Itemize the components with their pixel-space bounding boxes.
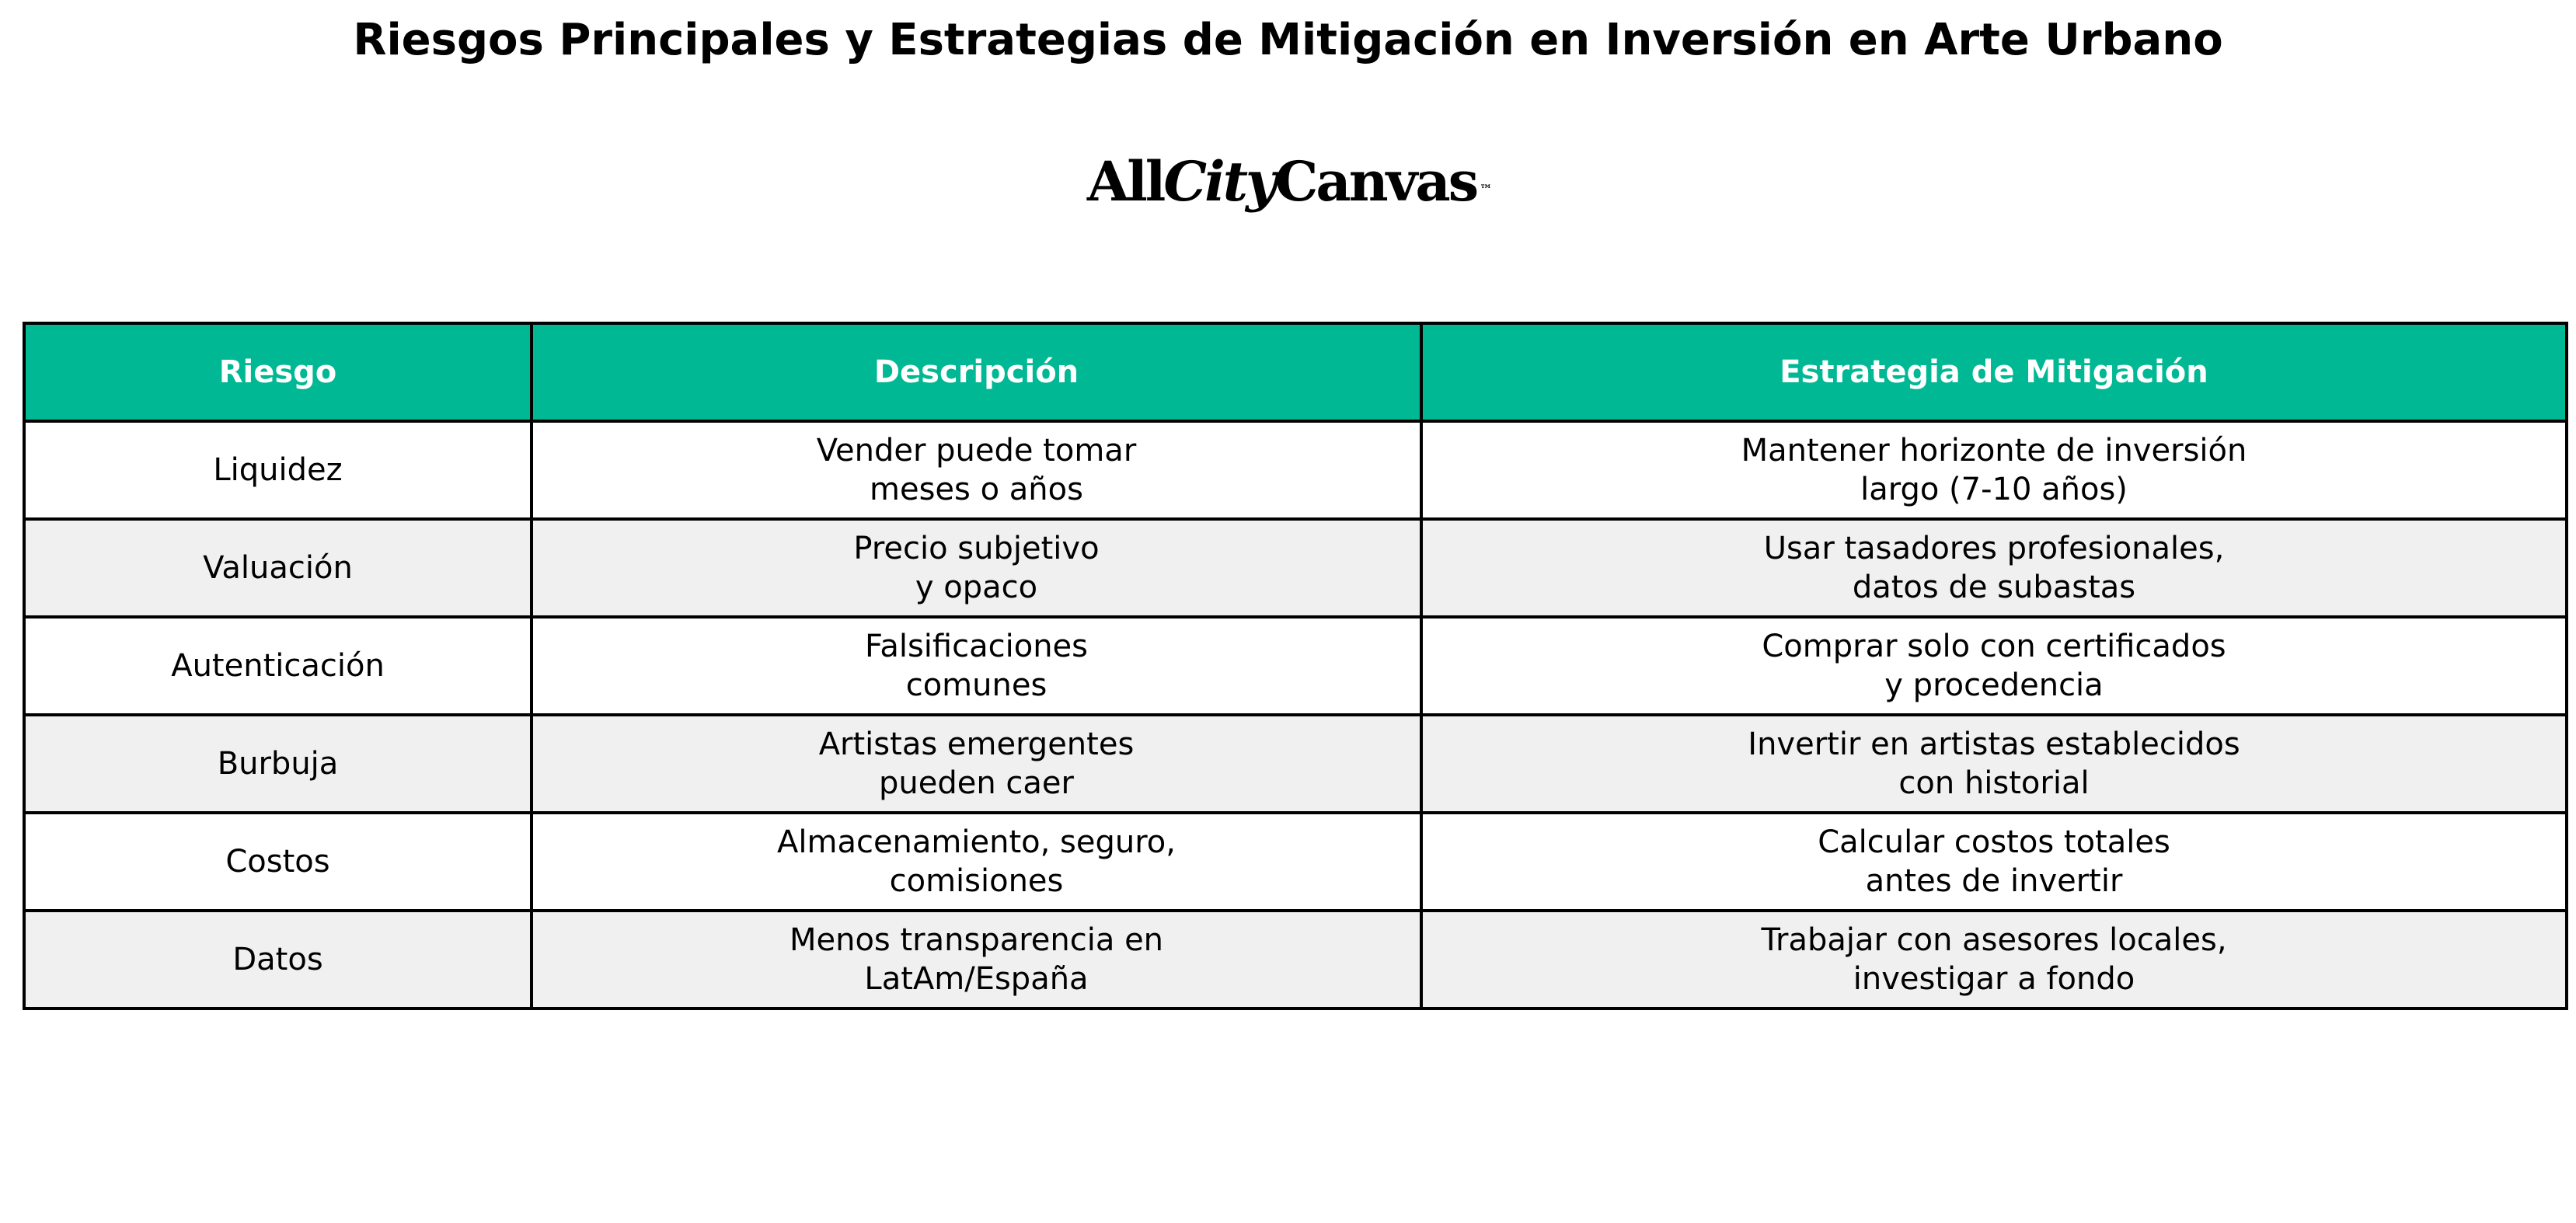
risk-table xyxy=(23,322,2568,1010)
page-title: Riesgos Principales y Estrategias de Mitigación en Inversión en Arte Urbano xyxy=(353,15,2223,65)
cell-line: Usar tasadores profesionales, xyxy=(1763,531,2225,566)
cell-line: investigar a fondo xyxy=(1853,961,2135,997)
table-row xyxy=(24,421,2567,519)
cell-riesgo: Valuación xyxy=(24,519,532,617)
cell-riesgo: Costos xyxy=(24,813,532,911)
cell-line: Invertir en artistas establecidos xyxy=(1748,726,2240,762)
table-row xyxy=(24,911,2567,1009)
column-header-descripcion: Descripción xyxy=(532,323,1421,421)
cell-line: LatAm/España xyxy=(864,961,1089,997)
cell-line: Artistas emergentes xyxy=(818,726,1135,762)
logo-text-city: City xyxy=(1163,149,1275,214)
cell-line: con historial xyxy=(1898,765,2090,801)
table-row xyxy=(24,715,2567,813)
table-header xyxy=(24,323,2567,421)
cell-line: pueden caer xyxy=(879,765,1074,801)
cell-line: Comprar solo con certificados xyxy=(1762,629,2226,664)
cell-line: antes de invertir xyxy=(1865,863,2123,899)
cell-line: largo (7-10 años) xyxy=(1860,472,2128,507)
cell-line: Precio subjetivo xyxy=(853,531,1100,566)
logo-text-all: All xyxy=(1086,149,1164,214)
cell-line: Falsificaciones xyxy=(865,629,1088,664)
cell-descripcion xyxy=(532,519,1421,617)
cell-estrategia xyxy=(1421,715,2567,813)
cell-line: y procedencia xyxy=(1884,667,2104,703)
table-row xyxy=(24,617,2567,715)
cell-line: comunes xyxy=(905,667,1047,703)
column-header-estrategia: Estrategia de Mitigación xyxy=(1421,323,2567,421)
cell-estrategia xyxy=(1421,617,2567,715)
cell-line: Menos transparencia en xyxy=(789,922,1164,958)
cell-riesgo: Liquidez xyxy=(24,421,532,519)
cell-descripcion xyxy=(532,813,1421,911)
column-header-riesgo: Riesgo xyxy=(24,323,532,421)
cell-descripcion xyxy=(532,617,1421,715)
table-row xyxy=(24,813,2567,911)
logo-text-canvas: Canvas xyxy=(1274,149,1477,214)
cell-estrategia xyxy=(1421,519,2567,617)
cell-descripcion xyxy=(532,911,1421,1009)
cell-line: Trabajar con asesores locales, xyxy=(1761,922,2227,958)
cell-riesgo: Datos xyxy=(24,911,532,1009)
cell-line: y opaco xyxy=(915,570,1038,605)
cell-riesgo: Autenticación xyxy=(24,617,532,715)
cell-line: datos de subastas xyxy=(1852,570,2136,605)
cell-line: Calcular costos totales xyxy=(1818,824,2170,860)
cell-estrategia xyxy=(1421,813,2567,911)
table-row xyxy=(24,519,2567,617)
cell-estrategia xyxy=(1421,911,2567,1009)
table-header-row xyxy=(24,323,2567,421)
cell-descripcion xyxy=(532,715,1421,813)
cell-line: Mantener horizonte de inversión xyxy=(1741,433,2247,469)
cell-line: Almacenamiento, seguro, xyxy=(777,824,1176,860)
cell-riesgo: Burbuja xyxy=(24,715,532,813)
cell-line: Vender puede tomar xyxy=(816,433,1137,469)
cell-line: meses o años xyxy=(870,472,1083,507)
cell-estrategia xyxy=(1421,421,2567,519)
brand-logo xyxy=(0,145,2576,219)
logo-trademark: ™ xyxy=(1480,182,1493,197)
table-body xyxy=(24,421,2567,1009)
cell-descripcion xyxy=(532,421,1421,519)
cell-line: comisiones xyxy=(889,863,1064,899)
